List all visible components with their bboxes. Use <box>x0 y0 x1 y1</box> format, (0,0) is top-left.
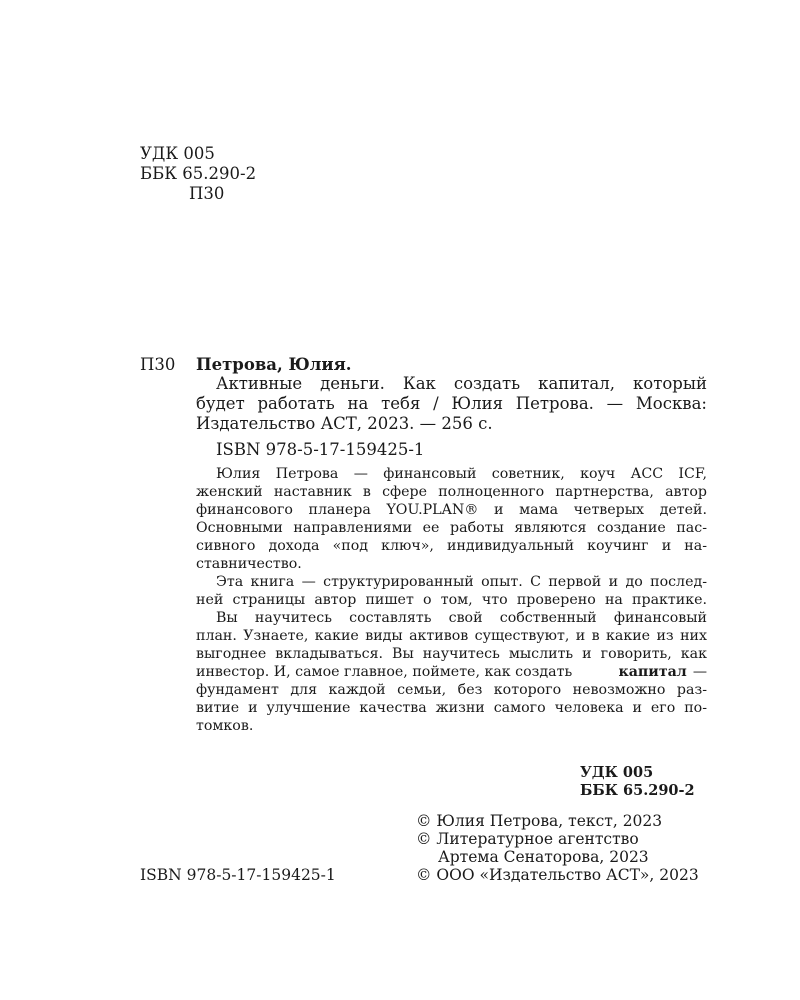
udk-code-top: УДК 005 <box>140 144 215 163</box>
title-line-2: будет работать на тебя / Юлия Петрова. — Москва: <box>196 394 707 413</box>
annotation-line: Вы научитесь составлять свой собственный финансовый <box>216 610 707 626</box>
annotation-text: инвестор. И, самое главное, поймете, как создать <box>196 664 573 680</box>
annotation-line: финансового планера YOU.PLAN® и мама четверых детей. <box>196 502 707 518</box>
annotation-line: Основными направлениями ее работы являются создание пас- <box>196 520 707 536</box>
isbn-bottom: ISBN 978-5-17-159425-1 <box>140 866 336 884</box>
annotation-line: витие и улучшение качества жизни самого человека и его по- <box>196 700 707 716</box>
title-line-1: Активные деньги. Как создать капитал, который <box>216 374 707 393</box>
author-mark-top: П30 <box>189 184 225 203</box>
title-line-3: Издательство АСТ, 2023. — 256 с. <box>196 414 493 433</box>
bbk-code-bottom: ББК 65.290-2 <box>580 782 695 799</box>
annotation-line: Юлия Петрова — финансовый советник, коуч АСС ICF, <box>216 466 707 482</box>
annotation-line: выгоднее вкладываться. Вы научитесь мыслить и говорить, как <box>196 646 707 662</box>
bold-keyword: капитал <box>618 664 687 680</box>
udk-code-bottom: УДК 005 <box>580 764 654 781</box>
annotation-line-with-bold <box>196 664 707 682</box>
copyright-publisher: © ООО «Издательство АСТ», 2023 <box>416 866 699 884</box>
annotation-line: ставничество. <box>196 556 302 572</box>
author-name: Петрова, Юлия. <box>196 355 352 374</box>
bbk-code-top: ББК 65.290-2 <box>140 164 257 183</box>
isbn-entry: ISBN 978-5-17-159425-1 <box>216 440 425 459</box>
annotation-line: женский наставник в сфере полноценного партнерства, автор <box>196 484 707 500</box>
annotation-line: томков. <box>196 718 254 734</box>
annotation-line: Эта книга — структурированный опыт. С первой и до послед- <box>216 574 707 590</box>
copyright-agency: © Литературное агентство <box>416 830 639 848</box>
annotation-line: фундамент для каждой семьи, без которого невозможно раз- <box>196 682 707 698</box>
copyright-author: © Юлия Петрова, текст, 2023 <box>416 812 663 830</box>
annotation-dash: — <box>692 664 707 680</box>
annotation-line: сивного дохода «под ключ», индивидуальный коучинг и на- <box>196 538 707 554</box>
copyright-agency-name: Артема Сенаторова, 2023 <box>438 848 649 866</box>
author-mark-entry: П30 <box>140 355 176 374</box>
annotation-line: план. Узнаете, какие виды активов существуют, и в какие из них <box>196 628 707 644</box>
annotation-line: ней страницы автор пишет о том, что проверено на практике. <box>196 592 707 608</box>
